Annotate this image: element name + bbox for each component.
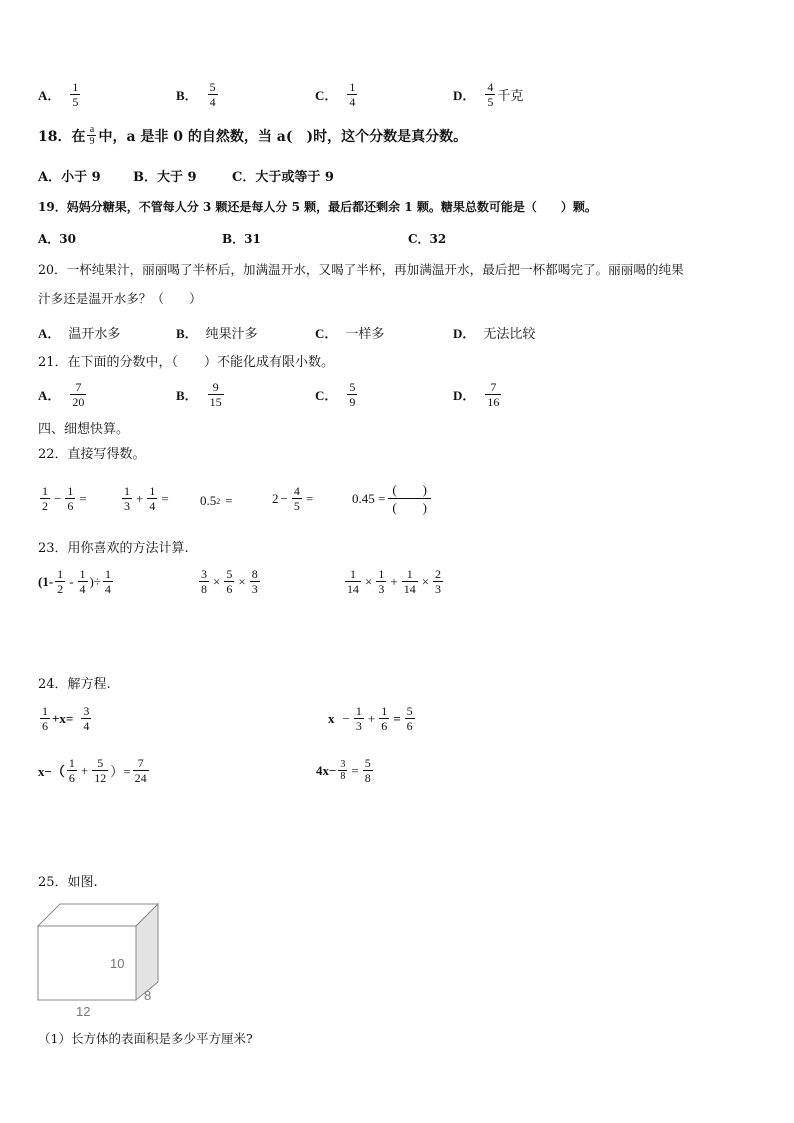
q18-option-a[interactable]: A．小于 9 <box>38 170 101 185</box>
q21-option-c[interactable]: C． $\frac{5}{9}$ <box>315 380 356 409</box>
fraction: $\frac{1}{4}$ <box>349 80 356 109</box>
q22-expr-4[interactable]: 2 − $\frac{4}{5}$ = <box>272 484 314 513</box>
length-label: 12 <box>76 1004 91 1018</box>
q22-expr-2[interactable]: $\frac{1}{3}$ + $\frac{1}{4}$ = <box>124 484 169 513</box>
q20-option-a[interactable]: A． 温开水多 <box>38 326 121 342</box>
width-label: 8 <box>144 988 152 1003</box>
fraction: $\frac{7}{20}$ <box>72 380 85 409</box>
section-heading: 四、细想快算。 <box>38 422 130 437</box>
q18-option-c[interactable]: C．大于或等于 9 <box>232 170 334 185</box>
q19-option-a[interactable]: A．30 <box>38 232 77 246</box>
q20-question-line1: 20．一杯纯果汁，丽丽喝了半杯后，加满温开水，又喝了半杯，再加满温开水，最后把一杯都喝完了。丽丽喝的纯果 <box>38 262 684 277</box>
q19-question: 19．妈妈分糖果，不管每人分 3 颗还是每人分 5 颗，最后都还剩余 1 颗。糖果总数可能是（ ）颗。 <box>38 200 597 214</box>
q24-equation-2[interactable]: x − $\frac{1}{3}$ + $\frac{1}{6}$ = $\frac{5}{6}$ <box>328 704 413 733</box>
q21-question: 21．在下面的分数中，（ ）不能化成有限小数。 <box>38 355 335 370</box>
q24-question: 24．解方程. <box>38 677 111 692</box>
fraction: $\frac{4}{5}$ <box>487 80 494 109</box>
q24-equation-4[interactable]: 4x− $\frac{3}{8}$ = $\frac{5}{8}$ <box>316 756 371 785</box>
q22-expr-5[interactable]: 0.45 = $\frac{( )}{( )}$ <box>352 481 431 516</box>
q23-expr-2[interactable]: $\frac{3}{8}$ × $\frac{5}{6}$ × $\frac{8}{3}$ <box>201 567 258 596</box>
q18-option-b[interactable]: B．大于 9 <box>133 170 197 185</box>
cuboid-figure <box>36 900 162 1018</box>
fraction: $\frac{5}{4}$ <box>209 80 216 109</box>
fraction: $\frac{a}{9}$ <box>89 124 95 147</box>
fraction: $\frac{5}{9}$ <box>349 380 356 409</box>
q21-option-d[interactable]: D． $\frac{7}{16}$ <box>453 380 500 409</box>
fraction: $\frac{7}{16}$ <box>487 380 500 409</box>
q20-option-d[interactable]: D． 无法比较 <box>453 326 536 342</box>
q17-option-c[interactable]: C． $\frac{1}{4}$ <box>315 80 356 109</box>
q25-question: 25．如图. <box>38 875 98 890</box>
q22-expr-3[interactable]: 0.5 2 = <box>200 493 233 508</box>
q23-expr-1[interactable]: (1- $\frac{1}{2}$ - $\frac{1}{4}$ )÷ $\frac{1}{4}$ <box>38 567 111 596</box>
q20-option-c[interactable]: C． 一样多 <box>315 326 385 342</box>
q24-equation-1[interactable]: $\frac{1}{6}$ +x= $\frac{3}{4}$ <box>42 704 90 733</box>
q21-option-a[interactable]: A． $\frac{7}{20}$ <box>38 380 85 409</box>
q23-question: 23．用你喜欢的方法计算. <box>38 541 189 556</box>
q19-option-c[interactable]: C．32 <box>408 232 447 246</box>
q17-option-b[interactable]: B． $\frac{5}{4}$ <box>176 80 216 109</box>
q18-question: 18．在 $\frac{a}{9}$ 中，a 是非 0 的自然数，当 a( )时，这个分数是真分数。 <box>38 124 468 147</box>
fraction: $\frac{1}{5}$ <box>72 80 79 109</box>
q23-expr-3[interactable]: $\frac{1}{14}$ × $\frac{1}{3}$ + $\frac{1}{14}$ × $\frac{2}{3}$ <box>347 567 442 596</box>
q25-subquestion-1: （1）长方体的表面积是多少平方厘米? <box>38 1031 253 1046</box>
q22-question: 22．直接写得数。 <box>38 447 146 462</box>
height-label: 10 <box>110 956 125 971</box>
q19-option-b[interactable]: B．31 <box>222 232 261 246</box>
q21-option-b[interactable]: B． $\frac{9}{15}$ <box>176 380 222 409</box>
fraction: $\frac{9}{15}$ <box>209 380 222 409</box>
q24-equation-3[interactable]: x−（ $\frac{1}{6}$ + $\frac{5}{12}$ ）= $\frac{7}{24}$ <box>38 756 147 785</box>
q20-question-line2: 汁多还是温开水多？（ ） <box>38 291 202 306</box>
q22-expr-1[interactable]: $\frac{1}{2}$ − $\frac{1}{6}$ = <box>42 484 87 513</box>
q17-option-d[interactable]: D． $\frac{4}{5}$ 千克 <box>453 80 524 109</box>
q20-option-b[interactable]: B． 纯果汁多 <box>176 326 258 342</box>
q17-option-a[interactable]: A． $\frac{1}{5}$ <box>38 80 79 109</box>
